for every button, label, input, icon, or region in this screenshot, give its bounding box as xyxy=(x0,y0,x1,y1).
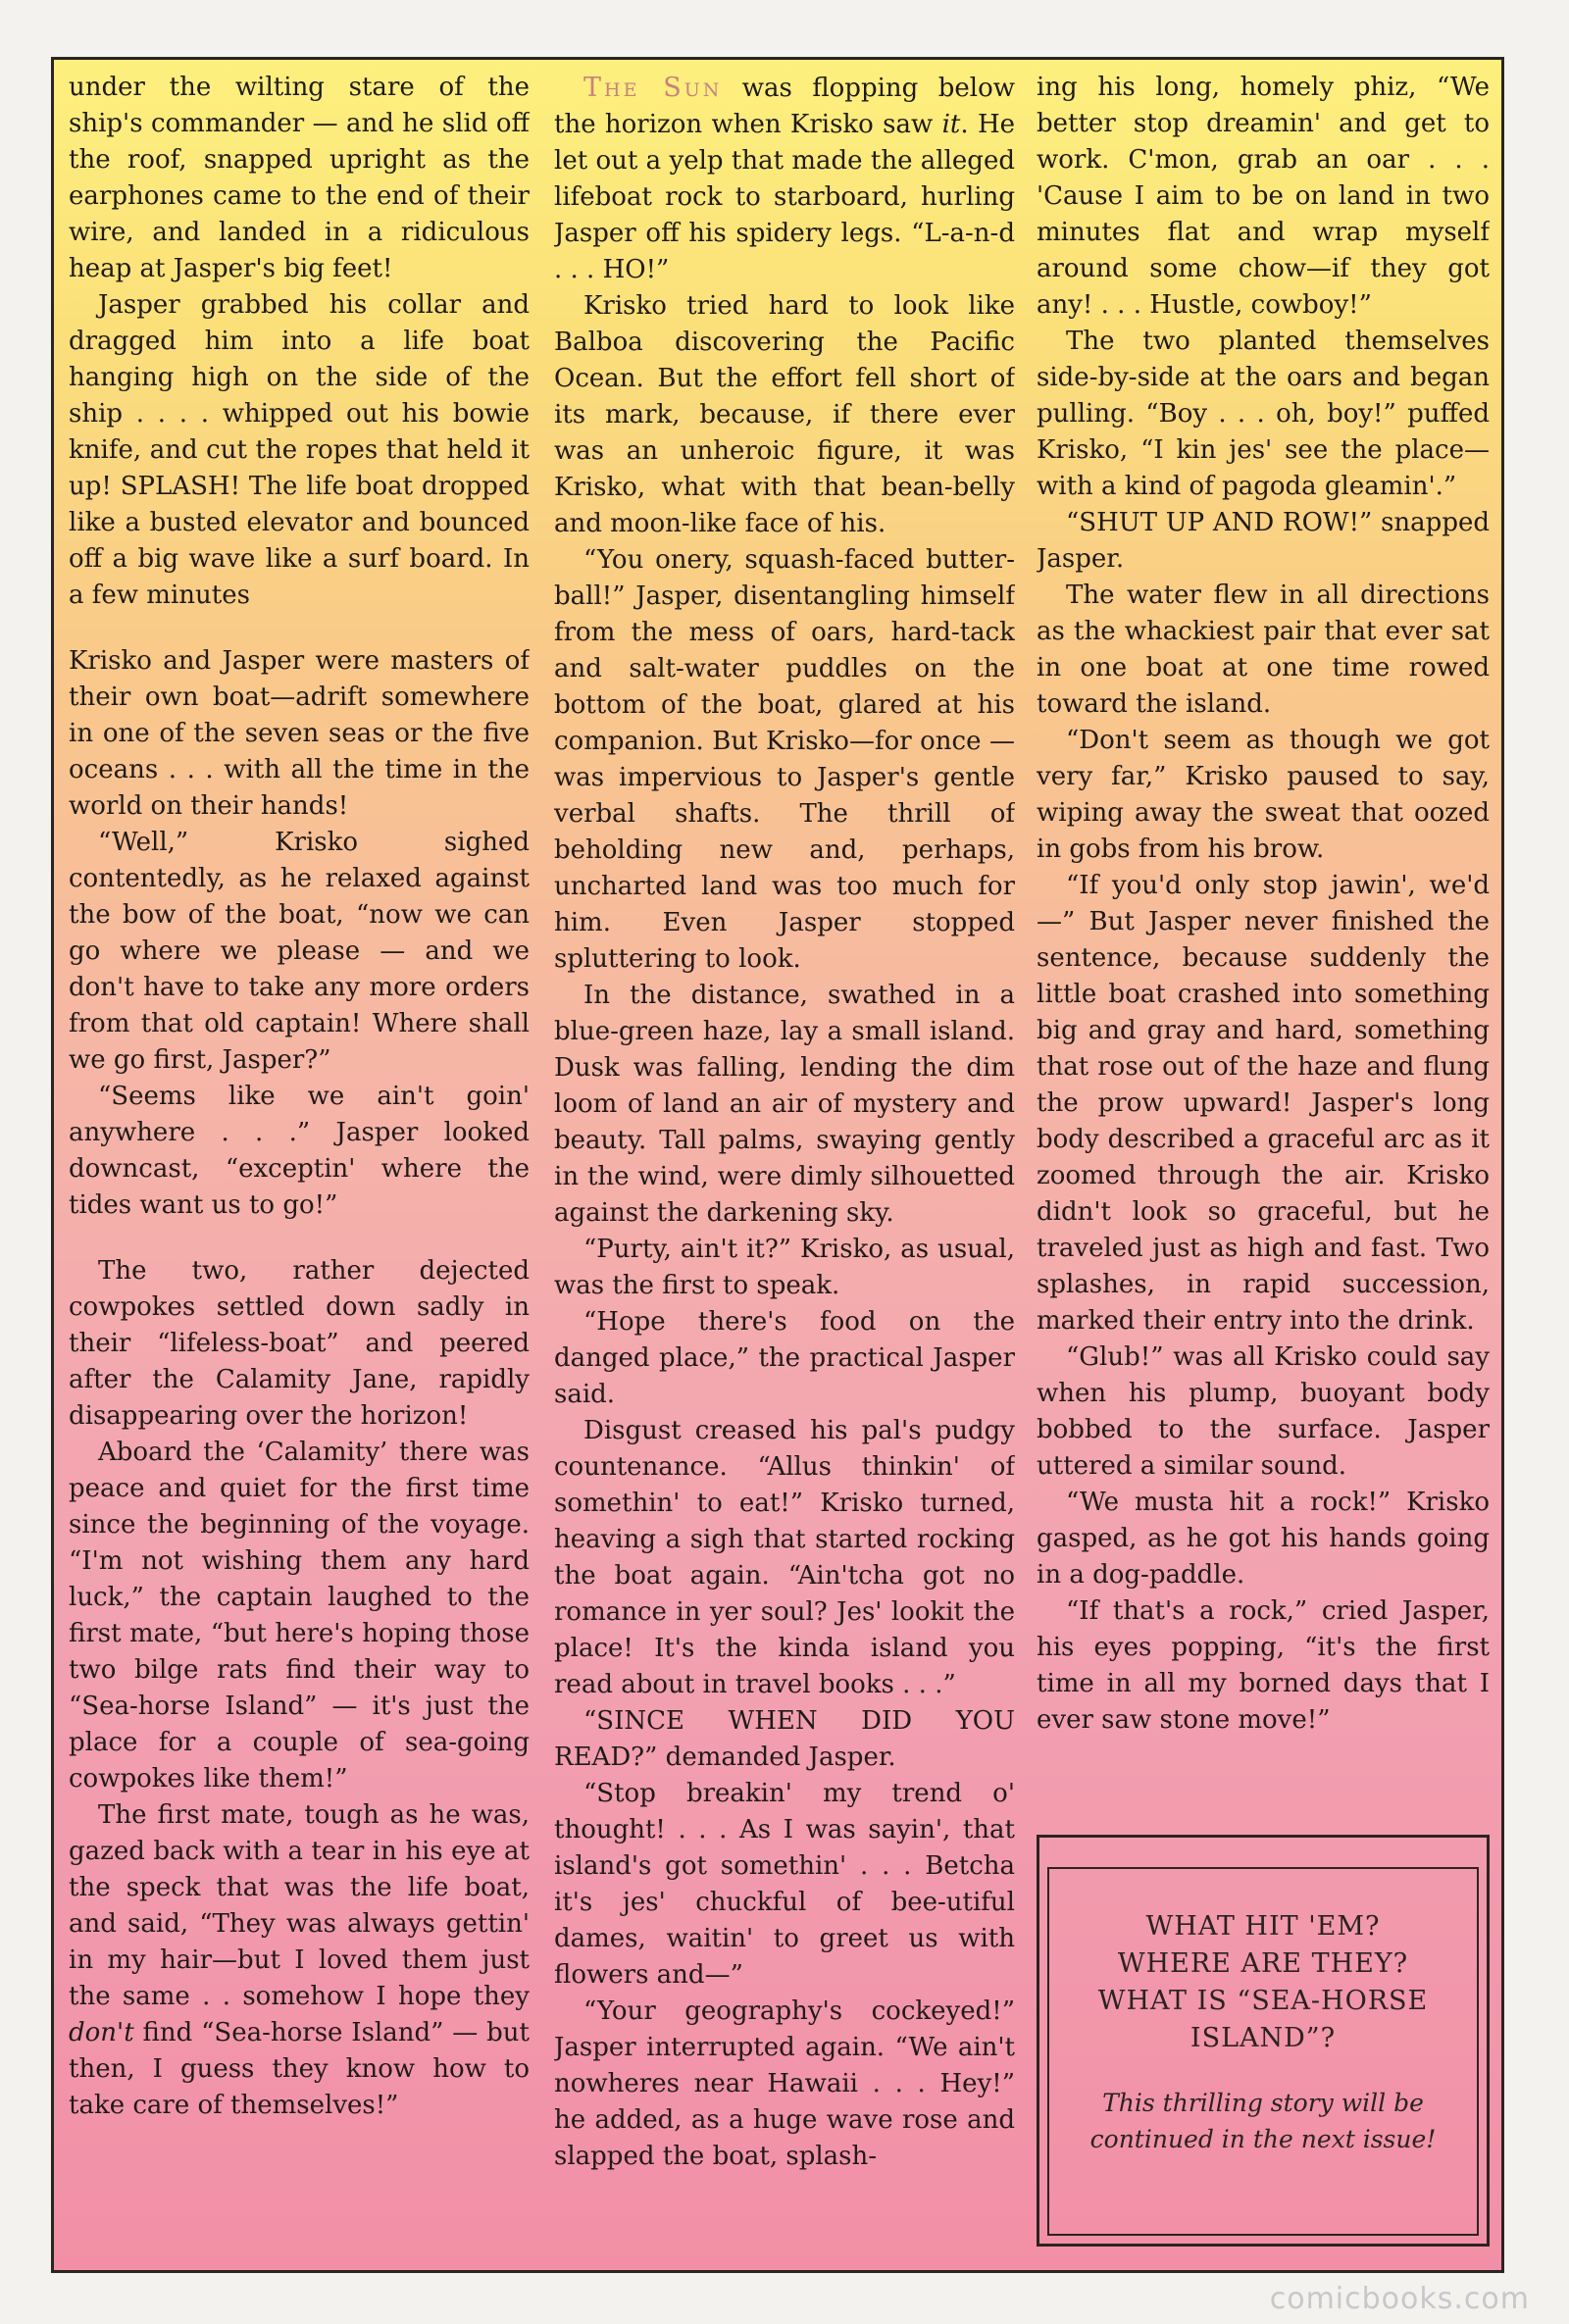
paragraph: Krisko and Jasper were masters of their own boat—adrift somewhere in one of the seven seas or the five oceans . . . with all the time in the world on their hands! xyxy=(69,646,530,821)
emphasis-text: don't xyxy=(69,2018,134,2047)
story-page xyxy=(51,57,1504,2273)
paragraph: “Well,” Krisko sighed contentedly, as he relaxed against the bow of the boat, “now we can go where we please — and we don't have to take any more orders from that old captain! Where shall we go first, Jasper?” xyxy=(69,828,530,1075)
paragraph: under the wilting stare of the ship's commander — and he slid off the roof, snapped upright as the earphones came to the end of their wire, and landed in a ridiculous heap at Jasper's big feet! xyxy=(69,73,530,283)
continued-note: This thrilling story will be continued in the next issue! xyxy=(1089,2089,1437,2153)
paragraph-text: find “Sea-horse Island” — but then, I guess they know how to take care of themselves!” xyxy=(69,2018,530,2120)
paragraph: “SHUT UP AND ROW!” snapped Jasper. xyxy=(1037,508,1490,574)
paragraph xyxy=(69,1797,530,2124)
text-column-3 xyxy=(1037,70,1490,1854)
teaser-question: WHAT HIT 'EM? xyxy=(1145,1911,1381,1942)
paragraph: Krisko tried hard to look like Balboa discovering the Pacific Ocean. But the effort fell short of its mark, because, if there ever was an unheroic figure, it was Krisko, what with that bean-belly and moon-like face of his. xyxy=(554,291,1015,538)
text-column-2 xyxy=(554,70,1015,2266)
paragraph: “Hope there's food on the danged place,” the practical Jasper said. xyxy=(554,1307,1015,1409)
paragraph: “You onery, squash-faced butter-ball!” Jasper, disentangling himself from the mess of oars, hard-tack and salt-water puddles on the bottom of the boat, glared at his companion. But Krisko—for once — was impervious to Jasper's gentle verbal shafts. The thrill of beholding new and, perhaps, uncharted land was too much for him. Even Jasper stopped spluttering to look. xyxy=(554,545,1015,974)
paragraph xyxy=(554,70,1015,288)
paragraph-text: The first mate, tough as he was, gazed back with a tear in his eye at the speck that was the life boat, and said, “They was always gettin' in my hair—but I loved them just the same . . somehow I hope they xyxy=(69,1800,530,2011)
paragraph: “SINCE WHEN DID YOU READ?” demanded Jasper. xyxy=(554,1706,1015,1772)
paragraph-text: was flopping below the horizon when Krisko saw xyxy=(554,74,1015,139)
continued-box xyxy=(1037,1835,1490,2247)
paragraph-text: . He let out a yelp that made the alleged lifeboat rock to starboard, hurling Jasper off his spidery legs. “L-a-n-d . . . HO!” xyxy=(554,110,1015,284)
paragraph: “Seems like we ain't goin' anywhere . . .” Jasper looked downcast, “exceptin' where the tides want us to go!” xyxy=(69,1082,530,1220)
paragraph: “Don't seem as though we got very far,” Krisko paused to say, wiping away the sweat that oozed in gobs from his brow. xyxy=(1037,726,1490,864)
paragraph: Aboard the ‘Calamity’ there was peace and quiet for the first time since the beginning of the voyage. “I'm not wishing them any hard luck,” the captain laughed to the first mate, “but here's hoping those two bilge rats find their way to “Sea-horse Island” — it's just the place for a couple of sea-going cowpokes like them!” xyxy=(69,1438,530,1794)
paragraph: In the distance, swathed in a blue-green haze, lay a small island. Dusk was falling, lending the dim loom of land an air of mystery and beauty. Tall palms, swaying gently in the wind, were dimly silhouetted against the darkening sky. xyxy=(554,981,1015,1228)
lead-in-text: The Sun xyxy=(583,73,723,103)
paragraph: The two planted themselves side-by-side at the oars and began pulling. “Boy . . . oh, boy!” puffed Krisko, “I kin jes' see the place—with a kind of pagoda gleamin'.” xyxy=(1037,327,1490,501)
paragraph: The water flew in all directions as the whackiest pair that ever sat in one boat at one time rowed toward the island. xyxy=(1037,581,1490,719)
paragraph: ing his long, homely phiz, “We better stop dreamin' and get to work. C'mon, grab an oar . . . 'Cause I aim to be on land in two minutes flat and wrap myself around some chow—if they got any! . . . Hustle, cowboy!” xyxy=(1037,73,1490,320)
paragraph: “Your geography's cockeyed!” Jasper interrupted again. “We ain't nowheres near Hawaii . . . Hey!” he added, as a huge wave rose and slapped the boat, splash- xyxy=(554,1996,1015,2171)
text-column-1 xyxy=(69,70,530,2266)
paragraph: “Purty, ain't it?” Krisko, as usual, was the first to speak. xyxy=(554,1235,1015,1300)
paragraph: Jasper grabbed his collar and dragged him into a life boat hanging high on the side of the ship . . . . whipped out his bowie knife, and cut the ropes that held it up! SPLASH! The life boat dropped like a busted elevator and bounced off a big wave like a surf board. In a few minutes xyxy=(69,290,530,610)
watermark-text: comicbooks.com xyxy=(1269,2282,1530,2316)
teaser-questions xyxy=(1049,1908,1477,2057)
paragraph: “We musta hit a rock!” Krisko gasped, as he got his hands going in a dog-paddle. xyxy=(1037,1488,1490,1590)
paragraph: “Glub!” was all Krisko could say when his plump, buoyant body bobbed to the surface. Jasper uttered a similar sound. xyxy=(1037,1342,1490,1481)
emphasis-text: it xyxy=(941,110,961,139)
paragraph: “Stop breakin' my trend o' thought! . . . As I was sayin', that island's got somethin' . . . Betcha it's jes' chuckful of bee-utiful dames, waitin' to greet us with flowers and—” xyxy=(554,1779,1015,1990)
paragraph: The two, rather dejected cowpokes settled down sadly in their “lifeless-boat” and peered after the Calamity Jane, rapidly disappearing over the horizon! xyxy=(69,1256,530,1431)
teaser-question: WHAT IS “SEA-HORSE ISLAND”? xyxy=(1097,1986,1429,2053)
paragraph: “If you'd only stop jawin', we'd—” But Jasper never finished the sentence, because suddenly the little boat crashed into something big and gray and hard, something that rose out of the haze and flung the prow upward! Jasper's long body described a graceful arc as it zoomed through the air. Krisko didn't look so graceful, but he traveled just as high and fast. Two splashes, in rapid succession, marked their entry into the drink. xyxy=(1037,871,1490,1336)
paragraph: Disgust creased his pal's pudgy countenance. “Allus thinkin' of somethin' to eat!” Krisko turned, heaving a sigh that started rocking the boat again. “Ain'tcha got no romance in yer soul? Jes' lookit the place! It's the kinda island you read about in travel books . . .” xyxy=(554,1416,1015,1699)
continued-box-inner xyxy=(1047,1867,1479,2236)
teaser-question: WHERE ARE THEY? xyxy=(1117,1948,1409,1979)
paragraph: “If that's a rock,” cried Jasper, his eyes popping, “it's the first time in all my borned days that I ever saw stone move!” xyxy=(1037,1596,1490,1735)
